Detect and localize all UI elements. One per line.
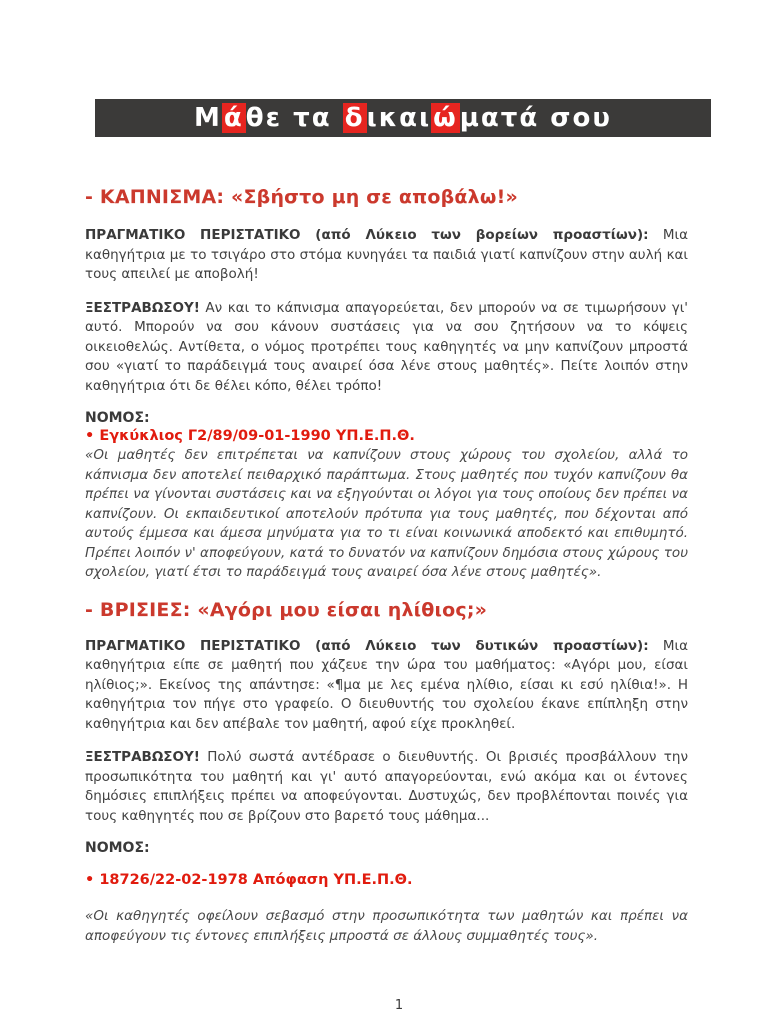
advice-text: Αν και το κάπνισμα απαγορεύεται, δεν μπορούν να σε τιμωρήσουν γι' αυτό. Μπορούν να σου κάνουν συστάσεις για να σου ζητήσουν να το κόψεις οικειοθελώς. Αντίθετα, ο νόμος προτρέπει τους καθηγητές να μην καπνίζουν μπροστά σου «γιατί το παράδειγμά τους αναιρεί όσα λένε στους μαθητές». Πείτε λοιπόν στην καθηγήτρια ότι δε θέλει κόπο, θέλει τρόπο! xyxy=(85,299,688,394)
title-part: Μ xyxy=(194,103,222,133)
advice-lead-bold: ΞΕΣΤΡΑΒΩΣΟΥ! xyxy=(85,749,200,765)
title-part-highlighted: ώ xyxy=(433,103,458,133)
law-quote: «Οι καθηγητές οφείλουν σεβασμό στην προσωπικότητα των μαθητών και πρέπει να αποφεύγουν τις έντονες επιπλήξεις μπροστά σε άλλους συμμαθητές τους». xyxy=(85,908,688,944)
title-part-highlighted: ά xyxy=(223,103,244,133)
page-title-banner xyxy=(95,99,711,137)
incident-lead-bold: ΠΡΑΓΜΑΤΙΚΟ ΠΕΡΙΣΤΑΤΙΚΟ (από Λύκειο των δυτικών προαστίων): xyxy=(85,637,649,654)
title-part: ματά σου xyxy=(459,103,612,133)
document-body xyxy=(85,186,688,962)
title-part: ικαι xyxy=(366,103,432,133)
section-heading-smoking: - ΚΑΠΝΙΣΜΑ: «Σβήστο μη σε αποβάλω!» xyxy=(85,186,518,208)
advice-paragraph xyxy=(85,299,688,397)
section-heading-insults: - ΒΡΙΣΙΕΣ: «Αγόρι μου είσαι ηλίθιος;» xyxy=(85,598,488,621)
law-quote: «Οι μαθητές δεν επιτρέπεται να καπνίζουν στους χώρους του σχολείου, αλλά το κάπνισμα δεν αποτελεί πειθαρχικό παράπτωμα. Στους μαθητές που τυχόν καπνίζουν θα πρέπει να γίνονται συστάσεις και να εξηγούνται οι λόγοι για τους οποίους δεν πρέπει να καπνίζουν. Οι εκπαιδευτικοί αποτελούν πρότυπα για τους μαθητές, που δέχονται από αυτούς έμμεσα και άμεσα μηνύματα για το τι είναι κοινωνικά αποδεκτό και επιθυμητό. Πρέπει λοιπόν ν' αποφεύγουν, κατά το δυνατόν να καπνίζουν δημόσια στους χώρους του σχολείου, γιατί έτσι το παράδειγμά τους αναιρεί όσα λένε στους μαθητές». xyxy=(85,447,688,580)
advice-text: Πολύ σωστά αντέδρασε ο διευθυντής. Οι βρισιές προσβάλλουν την προσωπικότητα του μαθητή και γι' αυτό απαγορεύονται, ενώ ακόμα και οι έντονες δημόσιες επιπλήξεις πρέπει να αποφεύγονται. Δυστυχώς, δεν προβλέπονται ποινές για τους καθηγητές που σε βρίζουν στο βαρετό τους μάθημα... xyxy=(85,749,688,824)
incident-paragraph xyxy=(85,637,688,735)
title-part: θε τα xyxy=(245,103,343,133)
incident-lead-bold: ΠΡΑΓΜΑΤΙΚΟ ΠΕΡΙΣΤΑΤΙΚΟ (από Λύκειο των βορείων προαστίων): xyxy=(85,227,649,243)
title-part-highlighted: δ xyxy=(344,103,365,133)
advice-paragraph xyxy=(85,748,688,826)
law-reference: • 18726/22-02-1978 Απόφαση ΥΠ.Ε.Π.Θ. xyxy=(85,872,413,888)
incident-text: Μια καθηγήτρια είπε σε μαθητή που χάζευε την ώρα του μαθήματος: «Αγόρι μου, είσαι ηλίθιος;». Εκείνος της απάντησε: «¶μα με λες εμένα ηλίθιο, είσαι κι εσύ ηλίθια!». Η καθηγήτρια τον πήγε στο γραφείο. Ο διευθυντής του σχολείου έκανε επίπληξη στην καθηγήτρια και δεν απέβαλε τον μαθητή, αφού είχε προκληθεί. xyxy=(85,637,688,732)
law-reference: • Εγκύκλιος Γ2/89/09-01-1990 ΥΠ.Ε.Π.Θ. xyxy=(85,428,415,444)
incident-text: Μια καθηγήτρια με το τσιγάρο στο στόμα κυνηγάει τα παιδιά γιατί καπνίζουν στην αυλή και τους απειλεί με αποβολή! xyxy=(85,227,689,282)
law-label: ΝΟΜΟΣ: xyxy=(85,410,150,426)
page-number: 1 xyxy=(394,998,404,1013)
advice-lead-bold: ΞΕΣΤΡΑΒΩΣΟΥ! xyxy=(85,299,200,316)
law-label: ΝΟΜΟΣ: xyxy=(85,840,150,856)
incident-paragraph xyxy=(85,226,688,285)
